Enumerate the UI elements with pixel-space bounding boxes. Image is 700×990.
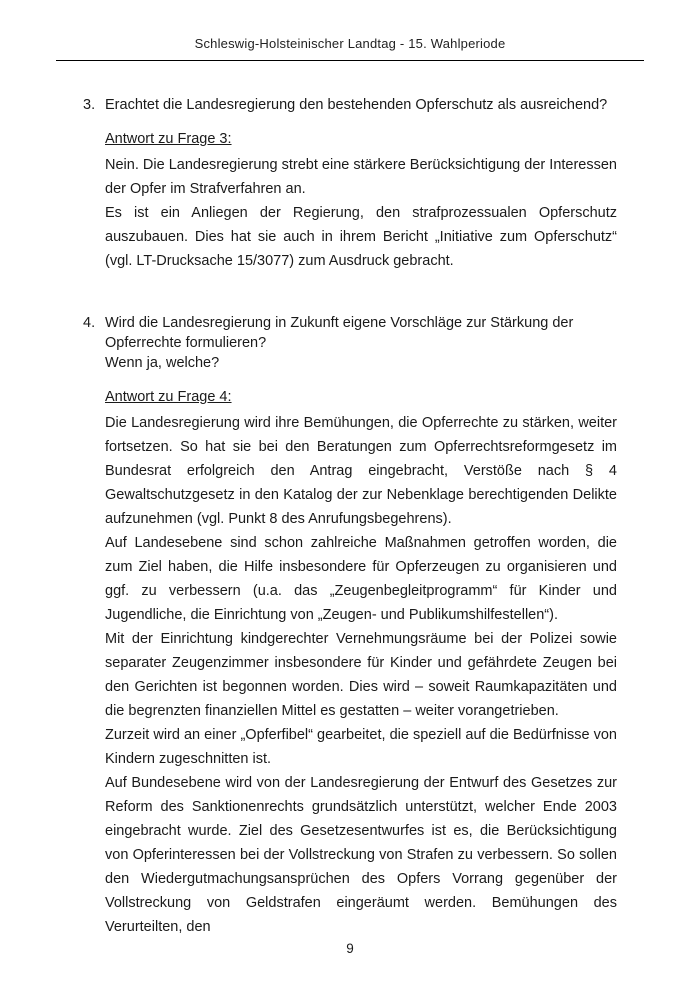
answer-3-paragraph: Es ist ein Anliegen der Regierung, den strafprozessualen Opferschutz auszubauen. Dies hat sie auch in ihrem Bericht „Initiative zum Opferschutz“ (vgl. LT-Drucksache 15/3077) zum Ausdruck gebracht. — [105, 205, 617, 269]
question-4-text: Wird die Landesregierung in Zukunft eigene Vorschläge zur Stärkung der Opferrechte formulieren? — [105, 315, 574, 351]
page-header — [0, 0, 700, 61]
question-4-followup: Wenn ja, welche? — [105, 355, 220, 371]
answer-4-paragraph: Die Landesregierung wird ihre Bemühungen, die Opferrechte zu stärken, weiter fortsetzen. So hat sie bei den Beratungen zum Opferrechtsreformgesetz im Bundesrat erfolgreich den Antrag eingebracht, Verstöße nach § 4 Gewaltschutzgesetz in den Katalog der zur Nebenklage berechtigenden Delikte aufzunehmen (vgl. Punkt 8 des Anrufungsbegehrens). — [105, 415, 617, 527]
answer-4-paragraph: Mit der Einrichtung kindgerechter Vernehmungsräume bei der Polizei sowie separater Zeugenzimmer insbesondere für Kinder und gefährdete Zeugen bei den Gerichten ist begonnen worden. Dies wird – soweit Raumkapazitäten und die begrenzten finanziellen Mittel es gestatten – weiter vorangetrieben. — [105, 631, 617, 719]
answer-4-label: Antwort zu Frage 4: — [105, 389, 232, 405]
answer-4-paragraph: Auf Landesebene sind schon zahlreiche Maßnahmen getroffen worden, die zum Ziel haben, die Hilfe insbesondere für Opferzeugen zu organisieren und ggf. zu verbessern (u.a. das „Zeugenbegleitprogramm“ für Kinder und Jugendliche, die Einrichtung von „Zeugen- und Publikumshilfestellen“). — [105, 535, 617, 623]
page-footer — [0, 941, 700, 956]
question-3-number: 3. — [83, 97, 96, 113]
question-3-section — [83, 95, 617, 273]
question-4-body — [105, 313, 617, 373]
question-3-text: Erachtet die Landesregierung den bestehenden Opferschutz als ausreichend? — [105, 97, 608, 113]
header-title: Schleswig-Holsteinischer Landtag - 15. Wahlperiode — [194, 36, 506, 51]
document-body — [83, 95, 617, 939]
answer-3-paragraph: Nein. Die Landesregierung strebt eine stärkere Berücksichtigung der Interessen der Opfer im Strafverfahren an. — [105, 157, 617, 197]
page-number: 9 — [346, 941, 354, 956]
answer-4-paragraph: Auf Bundesebene wird von der Landesregierung der Entwurf des Gesetzes zur Reform des Sanktionenrechts grundsätzlich unterstützt, welcher Ende 2003 eingebracht wurde. Ziel des Gesetzesentwurfes ist es, die Berücksichtigung von Opferinteressen bei der Vollstreckung von Strafen zu verbessern. So sollen den Wiedergutmachungsansprüchen des Opfers Vorrang gegenüber der Vollstreckung von Geldstrafen eingeräumt werden. Bemühungen des Verurteilten, den — [105, 775, 617, 935]
question-4-row — [83, 313, 617, 373]
answer-4-block — [105, 385, 617, 939]
question-3-row — [83, 95, 617, 115]
question-4-number: 4. — [83, 315, 96, 331]
question-4-section — [83, 313, 617, 939]
answer-3-label: Antwort zu Frage 3: — [105, 131, 232, 147]
header-rule — [56, 60, 644, 61]
answer-3-block — [105, 127, 617, 273]
answer-4-paragraph: Zurzeit wird an einer „Opferfibel“ gearbeitet, die speziell auf die Bedürfnisse von Kindern zugeschnitten ist. — [105, 727, 617, 767]
